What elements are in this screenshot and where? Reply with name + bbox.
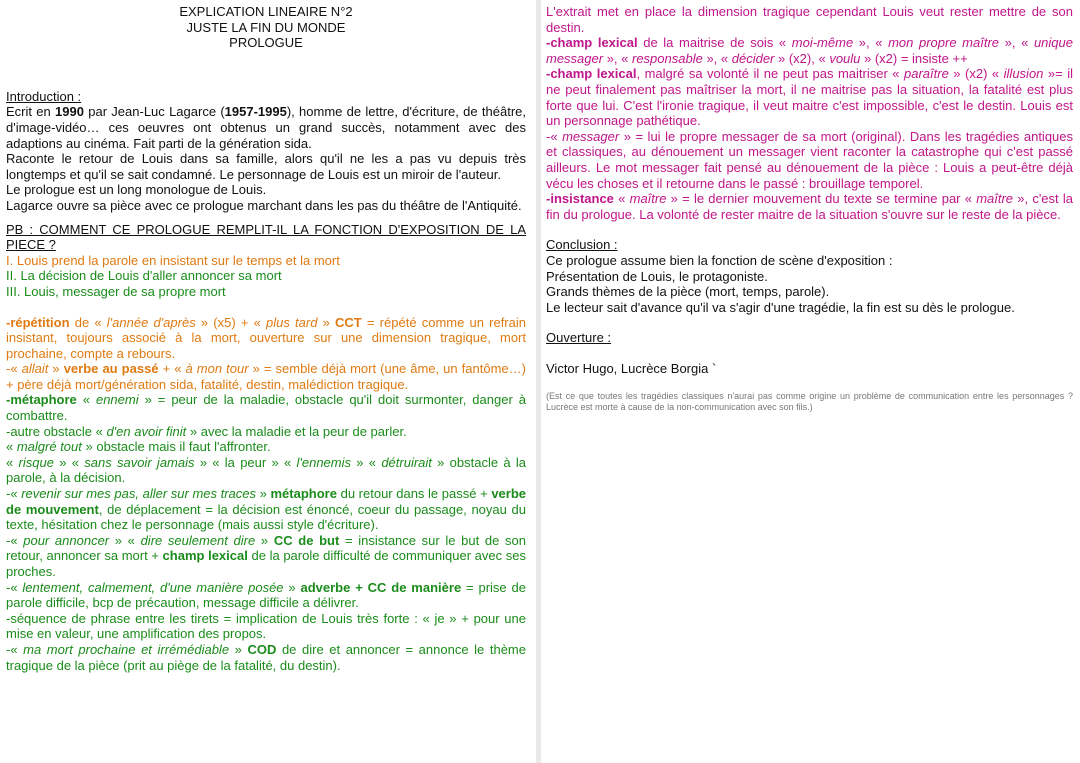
analysis-item-repetition: -répétition de « l'année d'après » (x5) + « plus tard » CCT = répété comme un refrain insistant, toujours associé à la mort, ouverture sur une dimension tragique, mort prochaine, compte a rebours. [6, 314, 526, 361]
conclusion-line: Grands thèmes de la pièce (mort, temps, parole). [546, 284, 830, 300]
document-title: EXPLICATION LINEAIRE N°2 [179, 4, 353, 19]
conclusion-line: Présentation de Louis, le protagoniste. [546, 268, 768, 284]
analysis-item-obstacle: -autre obstacle « d'en avoir finit » avec la maladie et la peur de parler. [6, 423, 407, 439]
conclusion-line: Ce prologue assume bien la fonction de scène d'exposition : [546, 252, 893, 268]
analysis-item-malgre-tout: « malgré tout » obstacle mais il faut l'affronter. [6, 439, 271, 455]
analysis-item-insistance: -insistance « maître » = le dernier mouvement du texte se termine par « maître », c'est la fin du prologue. La volonté de rester maitre de la situation s'ouvre sur le reste de la pièce. [546, 191, 1073, 222]
plan-item-2: II. La décision de Louis d'aller annoncer sa mort [6, 268, 282, 284]
analysis-item-dimension-tragique: L'extrait met en place la dimension tragique cependant Louis veut rester mettre de son destin. [546, 4, 1073, 35]
right-page [541, 0, 1080, 763]
left-page [0, 0, 536, 763]
analysis-left [6, 315, 526, 674]
document-section: PROLOGUE [229, 35, 303, 51]
conclusion-line: Le lecteur sait d'avance qu'il va s'agir d'une tragédie, la fin est su dès le prologue. [546, 299, 1015, 315]
analysis-item-risque: « risque » « sans savoir jamais » « la peur » « l'ennemis » « détruirait » obstacle à la parole, à la décision. [6, 454, 526, 486]
analysis-item-paraitre: -champ lexical, malgré sa volonté il ne peut pas maitriser « paraître » (x2) « illusion »= il ne peut finalement pas maîtriser la mort, il ne maitrise pas la situation, la fatalité est plus forte que lui. C'est l'ironie tragique, il veut maitre c'est impossible, c'est le destin. Louis est un personnage pathétique. [546, 66, 1073, 129]
plan-list [6, 253, 526, 300]
analysis-item-messager: -« messager » = lui le propre messager de sa mort (original). Dans les tragédies antiques et classiques, au dénouement un messager vient raconter la catastrophe qui c'est passé ailleurs. Le mot messager fait pensé au dénouement de la pièce : Louis a peut-être déjà vécu les choses et il retourne dans le passé : brouillage temporel. [546, 128, 1074, 191]
introduction-heading: Introduction : [6, 88, 82, 104]
plan-item-1: I. Louis prend la parole en insistant sur le temps et la mort [6, 252, 340, 268]
ouverture-text: Victor Hugo, Lucrèce Borgia ` [546, 360, 717, 376]
conclusion-heading: Conclusion : [546, 237, 618, 253]
analysis-item-tirets: -séquence de phrase entre les tirets = implication de Louis très forte : « je » + pour une mise en valeur, une amplification des propos. [6, 610, 526, 642]
ouverture-note: (Est ce que toutes les tragédies classiques n'aurai pas comme origine un problème de communication entre les personnages ? Lucrèce est morte à cause de la non-communication avec son fils.) [546, 391, 1073, 413]
analysis-item-revenir: -« revenir sur mes pas, aller sur mes traces » métaphore du retour dans le passé + verbe de mouvement, de déplacement = la décision est énoncé, coeur du passage, noyau du texte, hésitation chez le personnage (mais aussi style d'écriture). [6, 486, 527, 533]
problematique: PB : COMMENT CE PROLOGUE REMPLIT-IL LA FONCTION D'EXPOSITION DE LA PIECE ? [6, 221, 526, 253]
analysis-item-lentement: -« lentement, calmement, d'une manière posée » adverbe + CC de manière = prise de parole difficile, bcp de précaution, message difficile a délivrer. [6, 579, 526, 611]
analysis-item-metaphore: -métaphore « ennemi » = peur de la maladie, obstacle qu'il doit surmonter, danger à combattre. [6, 392, 526, 424]
analysis-item-annoncer: -« pour annoncer » « dire seulement dire » CC de but = insistance sur le but de son retour, annoncer sa mort + champ lexical de la parole difficulté de communiquer avec ses proches. [6, 532, 527, 579]
analysis-right [546, 4, 1073, 222]
introduction-block [6, 89, 526, 214]
analysis-item-allait: -« allait » verbe au passé + « à mon tour » = semble déjà mort (une âme, un fantôme…) + père déjà mort/génération sida, fatalité, destin, malédiction tragique. [6, 361, 526, 392]
intro-paragraph-2: Raconte le retour de Louis dans sa famille, alors qu'il ne les a pas vu depuis très longtemps et qu'il se sait condamné. Le personnage de Louis est un miroir de l'auteur. [6, 151, 526, 182]
intro-paragraph-3: Le prologue est un long monologue de Louis. [6, 182, 267, 198]
ouverture-heading: Ouverture : [546, 330, 612, 346]
conclusion-block [546, 237, 1073, 315]
analysis-item-ma-mort: -« ma mort prochaine et irrémédiable » COD de dire et annoncer = annonce le thème tragique de la pièce (prit au piège de la fatalité, du destin). [6, 641, 526, 673]
plan-item-3: III. Louis, messager de sa propre mort [6, 283, 226, 299]
ouverture-block [546, 330, 1073, 413]
document-header [6, 4, 526, 51]
intro-paragraph-4: Lagarce ouvre sa pièce avec ce prologue marchant dans les pas du théâtre de l'Antiquité. [6, 197, 522, 213]
document-subtitle: JUSTE LA FIN DU MONDE [186, 19, 346, 35]
intro-paragraph-1: Ecrit en 1990 par Jean-Luc Lagarce (1957-1995), homme de lettre, d'écriture, de théâtre, d'image-vidéo… ces oeuvres ont obtenus un grand succès, notamment avec des adaptions au cinéma. Fait parti de la génération sida. [6, 104, 526, 151]
analysis-item-maitrise: -champ lexical de la maitrise de sois « moi-même », « mon propre maître », « unique messager », « responsable », « décider » (x2), « voulu » (x2) = insiste ++ [546, 35, 1073, 66]
